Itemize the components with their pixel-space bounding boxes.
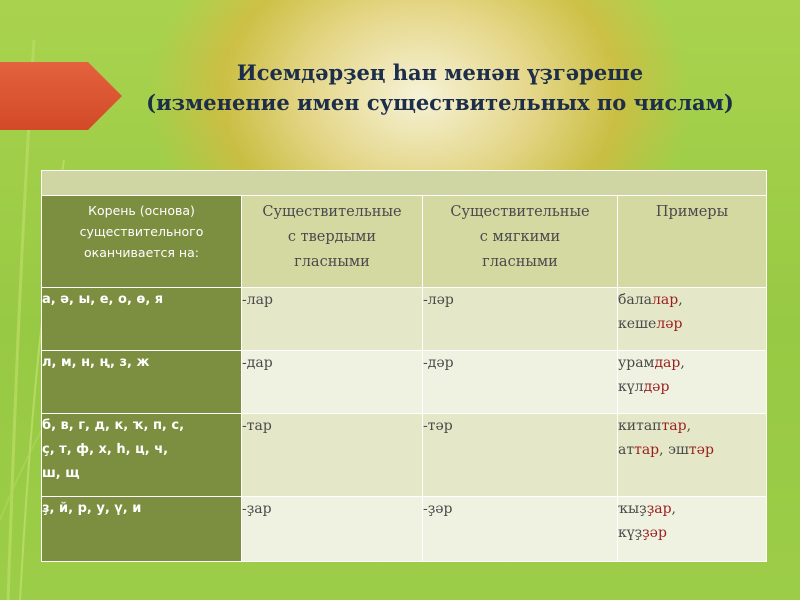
example-suffix: лар: [652, 292, 679, 308]
hard-suffix-cell: -ҙар: [242, 497, 423, 562]
example-suffix: ләр: [656, 316, 683, 332]
header-hard-vowels: Существительные с твердыми гласными: [242, 196, 423, 288]
soft-suffix-cell: -ҙәр: [423, 497, 618, 562]
title-line-2: (изменение имен существительных по числам): [146, 90, 734, 115]
example-stem: күл: [618, 379, 644, 395]
example-stem: ҡыҙ: [618, 501, 647, 517]
example-stem: бала: [618, 292, 653, 308]
example-suffix: тар: [661, 418, 687, 434]
hard-suffix-cell: -тар: [242, 414, 423, 497]
table-top-row: [42, 171, 767, 196]
example-suffix: тар: [634, 442, 660, 458]
root-ending-text: б, в, г, д, к, ҡ, п, с,: [42, 418, 185, 433]
root-ending-text: л, м, н, ң, з, ж: [42, 355, 150, 370]
root-ending-text: ҙ, й, р, у, ү, и: [42, 501, 142, 516]
example-suffix: дар: [654, 355, 681, 371]
example-line: [618, 351, 766, 375]
plural-endings-table: [41, 170, 767, 562]
root-ending-text: ш, щ: [42, 466, 80, 481]
examples-cell: [618, 414, 767, 497]
example-line: [618, 375, 766, 399]
table-row: [42, 288, 767, 351]
hard-suffix-cell: -лар: [242, 288, 423, 351]
root-ending-cell: [42, 288, 242, 351]
example-stem: ,: [678, 292, 683, 308]
table-row: [42, 497, 767, 562]
examples-cell: [618, 288, 767, 351]
example-suffix: дәр: [643, 379, 670, 395]
example-suffix: ҙар: [646, 501, 672, 517]
example-line: [618, 521, 766, 545]
example-line: [618, 312, 766, 336]
example-line: [618, 497, 766, 521]
examples-cell: [618, 351, 767, 414]
example-stem: ат: [618, 442, 635, 458]
soft-suffix-cell: -ләр: [423, 288, 618, 351]
example-stem: кеше: [618, 316, 657, 332]
example-stem: күҙ: [618, 525, 643, 541]
page-title: [90, 58, 790, 118]
example-line: [618, 438, 766, 462]
root-ending-text: ҫ, т, ф, х, һ, ц, ч,: [42, 442, 169, 457]
examples-cell: [618, 497, 767, 562]
root-ending-cell: [42, 414, 242, 497]
example-stem: ,: [680, 355, 685, 371]
header-soft-vowels: Существительные с мягкими гласными: [423, 196, 618, 288]
root-ending-cell: [42, 497, 242, 562]
header-root-ending: Корень (основа) существительного оканчивается на:: [42, 196, 242, 288]
hard-suffix-cell: -дар: [242, 351, 423, 414]
soft-suffix-cell: -дәр: [423, 351, 618, 414]
example-stem: ,: [659, 442, 669, 458]
title-line-1: Исемдәрҙең һан менән үҙгәреше: [236, 60, 644, 85]
example-suffix: ҙәр: [642, 525, 667, 541]
example-line: [618, 288, 766, 312]
example-stem: ,: [686, 418, 692, 434]
example-line: [618, 414, 766, 438]
table-row: [42, 414, 767, 497]
header-examples: Примеры: [618, 196, 767, 288]
root-ending-cell: [42, 351, 242, 414]
table-header-row: [42, 196, 767, 288]
root-ending-text: а, ә, ы, е, о, ө, я: [42, 292, 164, 307]
example-stem: китап: [618, 418, 662, 434]
example-suffix: тәр: [688, 442, 714, 458]
example-stem: ,: [671, 501, 676, 517]
table-row: [42, 351, 767, 414]
example-stem: урам: [618, 355, 655, 371]
soft-suffix-cell: -тәр: [423, 414, 618, 497]
example-stem: эш: [668, 442, 689, 458]
